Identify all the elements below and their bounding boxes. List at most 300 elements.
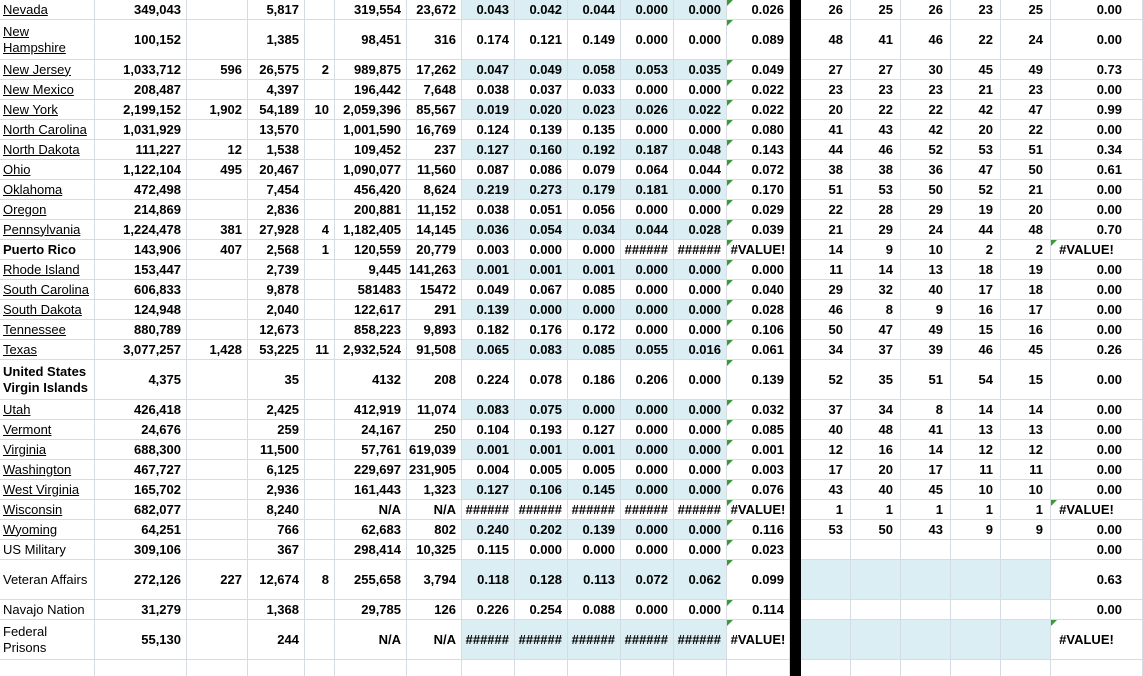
cell-rate5-rhode-island[interactable] — [674, 260, 727, 280]
cell-n3-nevada[interactable] — [248, 0, 305, 20]
cell-rank2-north-dakota[interactable] — [851, 140, 901, 160]
cell-rate-avg-new-york[interactable] — [727, 100, 790, 120]
cell-n5-new-hampshire[interactable] — [335, 20, 407, 60]
cell-rate3-federal-prisons[interactable] — [568, 620, 621, 660]
cell-rate5-virginia[interactable] — [674, 440, 727, 460]
cell-rate-avg-new-jersey[interactable] — [727, 60, 790, 80]
cell-rate1-oklahoma[interactable] — [462, 180, 515, 200]
cell-rank3-wyoming[interactable] — [901, 520, 951, 540]
cell-rank2-pennsylvania[interactable] — [851, 220, 901, 240]
cell-rate3-texas[interactable] — [568, 340, 621, 360]
cell-rate5-wisconsin[interactable] — [674, 500, 727, 520]
cell-rate1-texas[interactable] — [462, 340, 515, 360]
cell-n6-veteran-affairs[interactable] — [407, 560, 462, 600]
cell-rank4-south-dakota[interactable] — [951, 300, 1001, 320]
cell-rate3-navajo-nation[interactable] — [568, 600, 621, 620]
cell-rank4-virginia[interactable] — [951, 440, 1001, 460]
cell-n1-puerto-rico[interactable] — [95, 240, 187, 260]
cell-rate2-puerto-rico[interactable] — [515, 240, 568, 260]
cell-rate3-south-carolina[interactable] — [568, 280, 621, 300]
cell-rank2-washington[interactable] — [851, 460, 901, 480]
cell-rate5-ohio[interactable] — [674, 160, 727, 180]
cell-rank2-south-carolina[interactable] — [851, 280, 901, 300]
cell-rate1-west-virginia[interactable] — [462, 480, 515, 500]
cell-rate4-virginia[interactable] — [621, 440, 674, 460]
cell-n5-nevada[interactable] — [335, 0, 407, 20]
cell-rank1-north-carolina[interactable] — [801, 120, 851, 140]
cell-rate1-us-military[interactable] — [462, 540, 515, 560]
cell-rate1-utah[interactable] — [462, 400, 515, 420]
cell-n5-us-military[interactable] — [335, 540, 407, 560]
cell-rank1-vermont[interactable] — [801, 420, 851, 440]
cell-n3-north-dakota[interactable] — [248, 140, 305, 160]
cell-rate2-pennsylvania[interactable] — [515, 220, 568, 240]
cell-n4-west-virginia[interactable] — [305, 480, 335, 500]
cell-rank4-north-carolina[interactable] — [951, 120, 1001, 140]
cell-n5-south-dakota[interactable] — [335, 300, 407, 320]
cell-n1-wyoming[interactable] — [95, 520, 187, 540]
cell-n6-new-york[interactable] — [407, 100, 462, 120]
cell-state-veteran-affairs[interactable] — [0, 560, 95, 600]
cell-rate4-utah[interactable] — [621, 400, 674, 420]
cell-rate4-wisconsin[interactable] — [621, 500, 674, 520]
cell-n2-north-dakota[interactable] — [187, 140, 248, 160]
cell-rank3-nevada[interactable] — [901, 0, 951, 20]
cell-rate4-south-dakota[interactable] — [621, 300, 674, 320]
cell-n1-navajo-nation[interactable] — [95, 600, 187, 620]
cell-rate2-utah[interactable] — [515, 400, 568, 420]
cell-n5-veteran-affairs[interactable] — [335, 560, 407, 600]
cell-state-nevada[interactable] — [0, 0, 95, 20]
cell-rank1-utah[interactable] — [801, 400, 851, 420]
cell-rate4-united-states-virgin-islands[interactable] — [621, 360, 674, 400]
cell-rank5-puerto-rico[interactable] — [1001, 240, 1051, 260]
cell-rank4-washington[interactable] — [951, 460, 1001, 480]
cell-rank3-new-york[interactable] — [901, 100, 951, 120]
cell-n1-north-carolina[interactable] — [95, 120, 187, 140]
cell-score-wisconsin[interactable] — [1051, 500, 1143, 520]
cell-n4-nevada[interactable] — [305, 0, 335, 20]
cell-state-washington[interactable] — [0, 460, 95, 480]
cell-rank5-utah[interactable] — [1001, 400, 1051, 420]
cell-rank1-west-virginia[interactable] — [801, 480, 851, 500]
cell-n6-south-carolina[interactable] — [407, 280, 462, 300]
cell-score-south-dakota[interactable] — [1051, 300, 1143, 320]
cell-rate5-nevada[interactable] — [674, 0, 727, 20]
cell-rate-avg-oklahoma[interactable] — [727, 180, 790, 200]
cell-state-south-carolina[interactable] — [0, 280, 95, 300]
cell-rank4-ohio[interactable] — [951, 160, 1001, 180]
cell-n5-ohio[interactable] — [335, 160, 407, 180]
cell-n3-oregon[interactable] — [248, 200, 305, 220]
cell-rank5-oregon[interactable] — [1001, 200, 1051, 220]
cell-n6-ohio[interactable] — [407, 160, 462, 180]
cell-rate3-new-mexico[interactable] — [568, 80, 621, 100]
cell-rate2-vermont[interactable] — [515, 420, 568, 440]
cell-rate-avg-oregon[interactable] — [727, 200, 790, 220]
cell-n3-wisconsin[interactable] — [248, 500, 305, 520]
cell-rank3-federal-prisons[interactable] — [901, 620, 951, 660]
cell-n5-new-york[interactable] — [335, 100, 407, 120]
cell-n5-tennessee[interactable] — [335, 320, 407, 340]
cell-rank4-new-york[interactable] — [951, 100, 1001, 120]
cell-rate4-us-military[interactable] — [621, 540, 674, 560]
cell-n5-washington[interactable] — [335, 460, 407, 480]
cell-n6-rhode-island[interactable] — [407, 260, 462, 280]
cell-rate5-vermont[interactable] — [674, 420, 727, 440]
cell-rank5-tennessee[interactable] — [1001, 320, 1051, 340]
cell-rate5-new-york[interactable] — [674, 100, 727, 120]
cell-rank2-navajo-nation[interactable] — [851, 600, 901, 620]
cell-rank1-virginia[interactable] — [801, 440, 851, 460]
cell-rate3-new-york[interactable] — [568, 100, 621, 120]
cell-rate4-new-mexico[interactable] — [621, 80, 674, 100]
cell-rank3-washington[interactable] — [901, 460, 951, 480]
cell-n1-virginia[interactable] — [95, 440, 187, 460]
cell-rank5-us-military[interactable] — [1001, 540, 1051, 560]
cell-rate1-virginia[interactable] — [462, 440, 515, 460]
cell-state-oklahoma[interactable] — [0, 180, 95, 200]
cell-rate2-us-military[interactable] — [515, 540, 568, 560]
cell-rate2-virginia[interactable] — [515, 440, 568, 460]
cell-rank1-new-jersey[interactable] — [801, 60, 851, 80]
cell-rank4-nevada[interactable] — [951, 0, 1001, 20]
cell-n6-south-dakota[interactable] — [407, 300, 462, 320]
cell-state-united-states-virgin-islands[interactable] — [0, 360, 95, 400]
cell-score-virginia[interactable] — [1051, 440, 1143, 460]
cell-n2-oregon[interactable] — [187, 200, 248, 220]
cell-n4-north-carolina[interactable] — [305, 120, 335, 140]
cell-rate5-oklahoma[interactable] — [674, 180, 727, 200]
cell-rate1-wyoming[interactable] — [462, 520, 515, 540]
cell-rate-avg-new-hampshire[interactable] — [727, 20, 790, 60]
cell-rate2-west-virginia[interactable] — [515, 480, 568, 500]
cell-rank4-new-mexico[interactable] — [951, 80, 1001, 100]
cell-n1-pennsylvania[interactable] — [95, 220, 187, 240]
cell-rate1-new-york[interactable] — [462, 100, 515, 120]
cell-rate2-new-mexico[interactable] — [515, 80, 568, 100]
cell-n1-new-mexico[interactable] — [95, 80, 187, 100]
cell-score-puerto-rico[interactable] — [1051, 240, 1143, 260]
cell-rank1-wisconsin[interactable] — [801, 500, 851, 520]
cell-rank4-west-virginia[interactable] — [951, 480, 1001, 500]
cell-rate1-oregon[interactable] — [462, 200, 515, 220]
cell-score-pennsylvania[interactable] — [1051, 220, 1143, 240]
cell-n2-ohio[interactable] — [187, 160, 248, 180]
cell-rate-avg-tennessee[interactable] — [727, 320, 790, 340]
cell-score-navajo-nation[interactable] — [1051, 600, 1143, 620]
cell-rank5-new-hampshire[interactable] — [1001, 20, 1051, 60]
cell-n4-oregon[interactable] — [305, 200, 335, 220]
cell-n6-virginia[interactable] — [407, 440, 462, 460]
cell-rank1-south-carolina[interactable] — [801, 280, 851, 300]
cell-score-oregon[interactable] — [1051, 200, 1143, 220]
cell-rank1-new-hampshire[interactable] — [801, 20, 851, 60]
cell-score-nevada[interactable] — [1051, 0, 1143, 20]
cell-rate3-wisconsin[interactable] — [568, 500, 621, 520]
cell-n1-new-hampshire[interactable] — [95, 20, 187, 60]
cell-rank5-empty[interactable] — [1001, 660, 1051, 676]
cell-rank5-virginia[interactable] — [1001, 440, 1051, 460]
cell-n4-puerto-rico[interactable] — [305, 240, 335, 260]
cell-n6-oregon[interactable] — [407, 200, 462, 220]
cell-rate3-north-dakota[interactable] — [568, 140, 621, 160]
cell-rate5-new-jersey[interactable] — [674, 60, 727, 80]
cell-rate5-oregon[interactable] — [674, 200, 727, 220]
cell-n3-new-york[interactable] — [248, 100, 305, 120]
cell-n4-virginia[interactable] — [305, 440, 335, 460]
cell-rank2-ohio[interactable] — [851, 160, 901, 180]
cell-rate5-united-states-virgin-islands[interactable] — [674, 360, 727, 400]
cell-rate4-north-dakota[interactable] — [621, 140, 674, 160]
cell-rate1-united-states-virgin-islands[interactable] — [462, 360, 515, 400]
cell-state-new-hampshire[interactable] — [0, 20, 95, 60]
cell-rate-avg-us-military[interactable] — [727, 540, 790, 560]
cell-n4-south-carolina[interactable] — [305, 280, 335, 300]
cell-rate4-federal-prisons[interactable] — [621, 620, 674, 660]
cell-rate1-ohio[interactable] — [462, 160, 515, 180]
cell-rank1-rhode-island[interactable] — [801, 260, 851, 280]
cell-n4-north-dakota[interactable] — [305, 140, 335, 160]
cell-rank3-veteran-affairs[interactable] — [901, 560, 951, 600]
cell-rate4-south-carolina[interactable] — [621, 280, 674, 300]
cell-rate1-new-jersey[interactable] — [462, 60, 515, 80]
cell-n5-rhode-island[interactable] — [335, 260, 407, 280]
cell-rate3-washington[interactable] — [568, 460, 621, 480]
cell-n2-texas[interactable] — [187, 340, 248, 360]
cell-rate5-empty[interactable] — [674, 660, 727, 676]
cell-rate4-veteran-affairs[interactable] — [621, 560, 674, 600]
cell-rank2-south-dakota[interactable] — [851, 300, 901, 320]
cell-rank3-pennsylvania[interactable] — [901, 220, 951, 240]
cell-rank5-south-dakota[interactable] — [1001, 300, 1051, 320]
cell-rate5-south-dakota[interactable] — [674, 300, 727, 320]
cell-rank2-nevada[interactable] — [851, 0, 901, 20]
cell-rate5-federal-prisons[interactable] — [674, 620, 727, 660]
cell-score-united-states-virgin-islands[interactable] — [1051, 360, 1143, 400]
cell-rank1-us-military[interactable] — [801, 540, 851, 560]
cell-rate4-wyoming[interactable] — [621, 520, 674, 540]
cell-rank5-nevada[interactable] — [1001, 0, 1051, 20]
cell-rate1-rhode-island[interactable] — [462, 260, 515, 280]
cell-rate1-vermont[interactable] — [462, 420, 515, 440]
cell-rank1-new-york[interactable] — [801, 100, 851, 120]
cell-rate-avg-texas[interactable] — [727, 340, 790, 360]
cell-n2-pennsylvania[interactable] — [187, 220, 248, 240]
cell-n1-oklahoma[interactable] — [95, 180, 187, 200]
cell-n4-rhode-island[interactable] — [305, 260, 335, 280]
cell-rate4-texas[interactable] — [621, 340, 674, 360]
cell-n2-new-york[interactable] — [187, 100, 248, 120]
cell-rate-avg-puerto-rico[interactable] — [727, 240, 790, 260]
cell-rate3-north-carolina[interactable] — [568, 120, 621, 140]
cell-rank2-wisconsin[interactable] — [851, 500, 901, 520]
cell-rank3-new-jersey[interactable] — [901, 60, 951, 80]
cell-n2-rhode-island[interactable] — [187, 260, 248, 280]
cell-rate4-puerto-rico[interactable] — [621, 240, 674, 260]
cell-score-empty[interactable] — [1051, 660, 1143, 676]
cell-rate1-north-carolina[interactable] — [462, 120, 515, 140]
cell-rank3-south-dakota[interactable] — [901, 300, 951, 320]
cell-rank5-ohio[interactable] — [1001, 160, 1051, 180]
cell-n5-new-mexico[interactable] — [335, 80, 407, 100]
cell-score-north-carolina[interactable] — [1051, 120, 1143, 140]
cell-rank4-navajo-nation[interactable] — [951, 600, 1001, 620]
cell-n3-federal-prisons[interactable] — [248, 620, 305, 660]
cell-rate1-empty[interactable] — [462, 660, 515, 676]
cell-n4-pennsylvania[interactable] — [305, 220, 335, 240]
cell-n6-united-states-virgin-islands[interactable] — [407, 360, 462, 400]
cell-n3-washington[interactable] — [248, 460, 305, 480]
cell-score-new-mexico[interactable] — [1051, 80, 1143, 100]
cell-rate4-oregon[interactable] — [621, 200, 674, 220]
cell-n2-new-jersey[interactable] — [187, 60, 248, 80]
cell-n5-virginia[interactable] — [335, 440, 407, 460]
cell-rank3-west-virginia[interactable] — [901, 480, 951, 500]
cell-rate-avg-wyoming[interactable] — [727, 520, 790, 540]
cell-n5-north-carolina[interactable] — [335, 120, 407, 140]
cell-rate5-puerto-rico[interactable] — [674, 240, 727, 260]
cell-rate3-oregon[interactable] — [568, 200, 621, 220]
cell-n3-texas[interactable] — [248, 340, 305, 360]
cell-rank3-puerto-rico[interactable] — [901, 240, 951, 260]
cell-rate2-federal-prisons[interactable] — [515, 620, 568, 660]
cell-rate1-veteran-affairs[interactable] — [462, 560, 515, 600]
cell-n5-utah[interactable] — [335, 400, 407, 420]
cell-rank2-puerto-rico[interactable] — [851, 240, 901, 260]
cell-rate4-rhode-island[interactable] — [621, 260, 674, 280]
cell-rate1-tennessee[interactable] — [462, 320, 515, 340]
cell-score-federal-prisons[interactable] — [1051, 620, 1143, 660]
cell-rank1-washington[interactable] — [801, 460, 851, 480]
cell-n2-washington[interactable] — [187, 460, 248, 480]
cell-n4-veteran-affairs[interactable] — [305, 560, 335, 600]
cell-rate4-north-carolina[interactable] — [621, 120, 674, 140]
cell-rank1-empty[interactable] — [801, 660, 851, 676]
cell-rate1-nevada[interactable] — [462, 0, 515, 20]
cell-rank3-empty[interactable] — [901, 660, 951, 676]
cell-rank4-oklahoma[interactable] — [951, 180, 1001, 200]
cell-n2-empty[interactable] — [187, 660, 248, 676]
cell-rate1-north-dakota[interactable] — [462, 140, 515, 160]
cell-n1-oregon[interactable] — [95, 200, 187, 220]
cell-n1-utah[interactable] — [95, 400, 187, 420]
cell-rank1-tennessee[interactable] — [801, 320, 851, 340]
cell-rate4-new-jersey[interactable] — [621, 60, 674, 80]
cell-rate4-washington[interactable] — [621, 460, 674, 480]
cell-n6-utah[interactable] — [407, 400, 462, 420]
cell-rate2-washington[interactable] — [515, 460, 568, 480]
cell-rank2-federal-prisons[interactable] — [851, 620, 901, 660]
cell-rate2-rhode-island[interactable] — [515, 260, 568, 280]
cell-rank2-utah[interactable] — [851, 400, 901, 420]
cell-rate3-wyoming[interactable] — [568, 520, 621, 540]
cell-n3-pennsylvania[interactable] — [248, 220, 305, 240]
cell-rank5-rhode-island[interactable] — [1001, 260, 1051, 280]
cell-n1-empty[interactable] — [95, 660, 187, 676]
cell-n3-new-mexico[interactable] — [248, 80, 305, 100]
cell-n6-west-virginia[interactable] — [407, 480, 462, 500]
cell-rank3-rhode-island[interactable] — [901, 260, 951, 280]
cell-rate-avg-vermont[interactable] — [727, 420, 790, 440]
cell-n5-united-states-virgin-islands[interactable] — [335, 360, 407, 400]
cell-rate5-south-carolina[interactable] — [674, 280, 727, 300]
cell-rank4-veteran-affairs[interactable] — [951, 560, 1001, 600]
cell-n4-south-dakota[interactable] — [305, 300, 335, 320]
cell-n1-united-states-virgin-islands[interactable] — [95, 360, 187, 400]
cell-state-oregon[interactable] — [0, 200, 95, 220]
cell-rank4-vermont[interactable] — [951, 420, 1001, 440]
cell-rate4-ohio[interactable] — [621, 160, 674, 180]
cell-rank4-utah[interactable] — [951, 400, 1001, 420]
cell-n4-new-york[interactable] — [305, 100, 335, 120]
cell-rank1-veteran-affairs[interactable] — [801, 560, 851, 600]
cell-state-north-dakota[interactable] — [0, 140, 95, 160]
cell-rank3-wisconsin[interactable] — [901, 500, 951, 520]
cell-rate-avg-navajo-nation[interactable] — [727, 600, 790, 620]
cell-n2-oklahoma[interactable] — [187, 180, 248, 200]
cell-rate4-west-virginia[interactable] — [621, 480, 674, 500]
cell-n3-ohio[interactable] — [248, 160, 305, 180]
cell-rate5-new-hampshire[interactable] — [674, 20, 727, 60]
cell-rate5-tennessee[interactable] — [674, 320, 727, 340]
cell-n2-federal-prisons[interactable] — [187, 620, 248, 660]
cell-rate3-empty[interactable] — [568, 660, 621, 676]
cell-rank1-oregon[interactable] — [801, 200, 851, 220]
cell-score-texas[interactable] — [1051, 340, 1143, 360]
cell-score-utah[interactable] — [1051, 400, 1143, 420]
cell-rate3-new-hampshire[interactable] — [568, 20, 621, 60]
cell-rank1-north-dakota[interactable] — [801, 140, 851, 160]
cell-state-texas[interactable] — [0, 340, 95, 360]
cell-rate5-veteran-affairs[interactable] — [674, 560, 727, 600]
cell-state-wisconsin[interactable] — [0, 500, 95, 520]
cell-n4-united-states-virgin-islands[interactable] — [305, 360, 335, 400]
cell-rank1-nevada[interactable] — [801, 0, 851, 20]
cell-rank2-united-states-virgin-islands[interactable] — [851, 360, 901, 400]
cell-rank2-oklahoma[interactable] — [851, 180, 901, 200]
cell-n2-navajo-nation[interactable] — [187, 600, 248, 620]
cell-score-new-york[interactable] — [1051, 100, 1143, 120]
cell-n4-new-hampshire[interactable] — [305, 20, 335, 60]
cell-rank5-veteran-affairs[interactable] — [1001, 560, 1051, 600]
cell-rank3-new-hampshire[interactable] — [901, 20, 951, 60]
cell-n3-south-dakota[interactable] — [248, 300, 305, 320]
cell-rank3-us-military[interactable] — [901, 540, 951, 560]
cell-rank1-new-mexico[interactable] — [801, 80, 851, 100]
cell-rate1-new-mexico[interactable] — [462, 80, 515, 100]
cell-rate-avg-west-virginia[interactable] — [727, 480, 790, 500]
cell-rank5-navajo-nation[interactable] — [1001, 600, 1051, 620]
cell-score-tennessee[interactable] — [1051, 320, 1143, 340]
cell-n2-veteran-affairs[interactable] — [187, 560, 248, 600]
cell-rank2-new-jersey[interactable] — [851, 60, 901, 80]
cell-n3-puerto-rico[interactable] — [248, 240, 305, 260]
cell-n1-south-carolina[interactable] — [95, 280, 187, 300]
cell-rank4-tennessee[interactable] — [951, 320, 1001, 340]
cell-n1-texas[interactable] — [95, 340, 187, 360]
cell-n6-federal-prisons[interactable] — [407, 620, 462, 660]
cell-n2-united-states-virgin-islands[interactable] — [187, 360, 248, 400]
cell-rate5-north-dakota[interactable] — [674, 140, 727, 160]
cell-rate4-navajo-nation[interactable] — [621, 600, 674, 620]
cell-n4-navajo-nation[interactable] — [305, 600, 335, 620]
cell-rank2-vermont[interactable] — [851, 420, 901, 440]
cell-rank3-north-dakota[interactable] — [901, 140, 951, 160]
cell-score-veteran-affairs[interactable] — [1051, 560, 1143, 600]
cell-rank3-texas[interactable] — [901, 340, 951, 360]
cell-state-wyoming[interactable] — [0, 520, 95, 540]
